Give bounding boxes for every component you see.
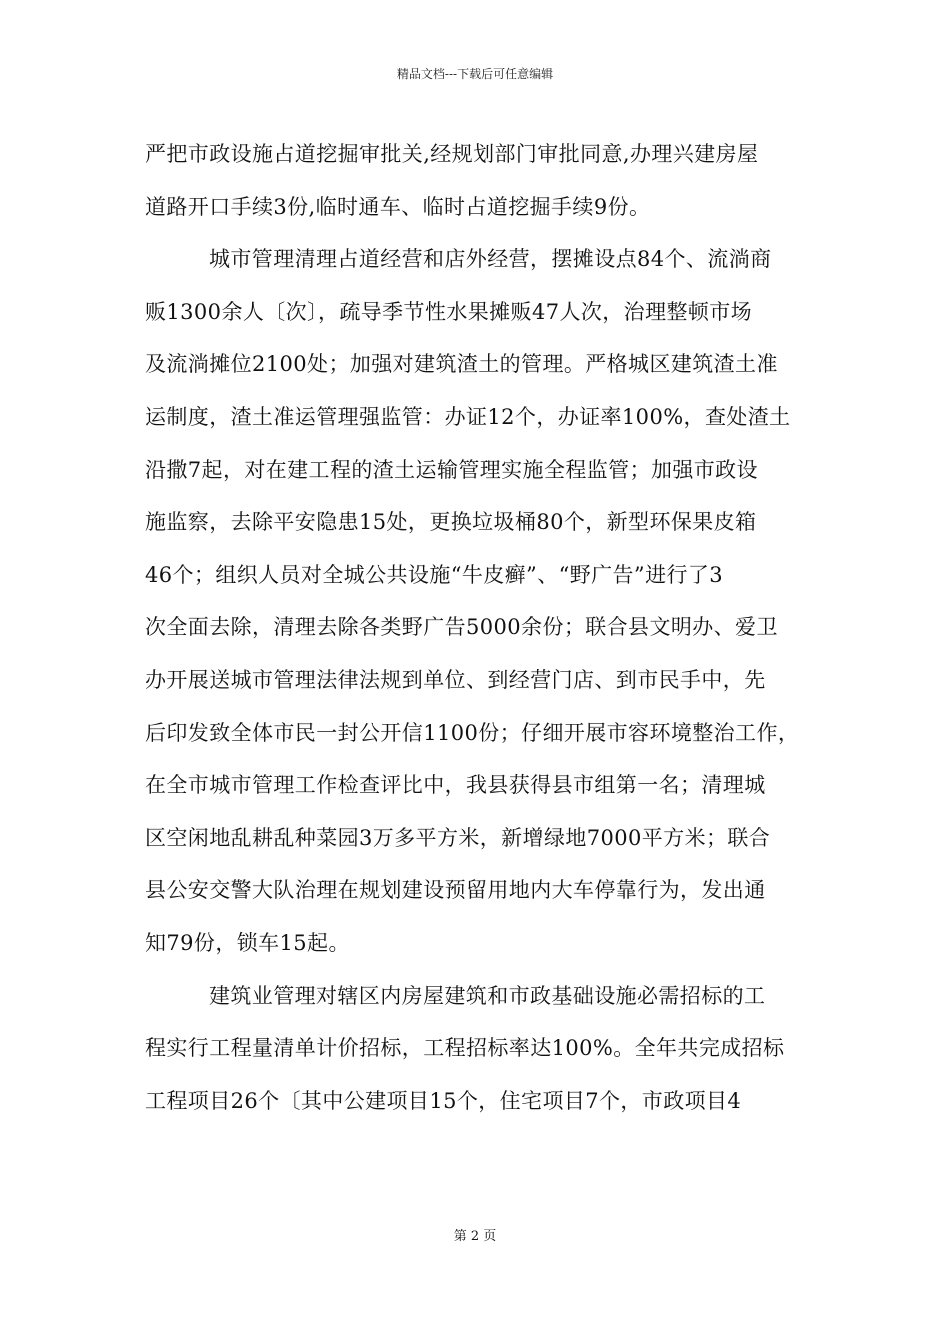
paragraph-1 bbox=[145, 128, 817, 233]
text-line: 城市管理清理占道经营和店外经营，摆摊设点84个、流淌商 bbox=[209, 247, 772, 272]
text-line: 后印发致全体市民一封公开信1100份；仔细开展市容环境整治工作， bbox=[145, 720, 800, 745]
text-line: 46个；组织人员对全城公共设施“牛皮癣”、“野广告”进行了3 bbox=[145, 562, 724, 587]
text-line: 工程项目26个〔其中公建项目15个，住宅项目7个，市政项目4 bbox=[145, 1088, 742, 1113]
text-line: 县公安交警大队治理在规划建设预留用地内大车停靠行为，发出通 bbox=[145, 878, 766, 903]
text-line: 办开展送城市管理法律法规到单位、到经营门店、到市民手中，先 bbox=[145, 667, 766, 692]
text-line: 建筑业管理对辖区内房屋建筑和市政基础设施必需招标的工 bbox=[209, 983, 766, 1008]
text-line: 及流淌摊位2100处；加强对建筑渣土的管理。严格城区建筑渣土准 bbox=[145, 352, 778, 377]
text-line: 施监察，去除平安隐患15处，更换垃圾桶80个，新型环保果皮箱 bbox=[145, 510, 757, 535]
text-line: 在全市城市管理工作检查评比中，我县获得县市组第一名；清理城 bbox=[145, 773, 766, 798]
page-header: 精品文档---下载后可任意编辑 bbox=[396, 67, 554, 81]
text-line: 贩1300余人〔次〕，疏导季节性水果摊贩47人次，治理整顿市场 bbox=[145, 299, 753, 324]
text-line: 次全面去除，清理去除各类野广告5000余份；联合县文明办、爱卫 bbox=[145, 615, 778, 640]
paragraph-2 bbox=[145, 233, 817, 969]
paragraph-3 bbox=[145, 970, 817, 1128]
text-line: 区空闲地乱耕乱种菜园3万多平方米，新增绿地7000平方米；联合 bbox=[145, 825, 771, 850]
text-line: 严把市政设施占道挖掘审批关,经规划部门审批同意,办理兴建房屋 bbox=[145, 142, 759, 166]
text-line: 运制度，渣土准运管理强监管：办证12个，办证率100%，查处渣土 bbox=[145, 404, 791, 429]
document-body bbox=[145, 128, 817, 1127]
text-line: 程实行工程量清单计价招标，工程招标率达100%。全年共完成招标 bbox=[145, 1036, 785, 1061]
text-line: 沿撒7起，对在建工程的渣土运输管理实施全程监管；加强市政设 bbox=[145, 457, 758, 482]
text-line: 知79份，锁车15起。 bbox=[145, 930, 350, 955]
text-line: 道路开口手续3份,临时通车、临时占道挖掘手续9份。 bbox=[145, 194, 651, 219]
page-number: 第 2 页 bbox=[453, 1229, 497, 1244]
